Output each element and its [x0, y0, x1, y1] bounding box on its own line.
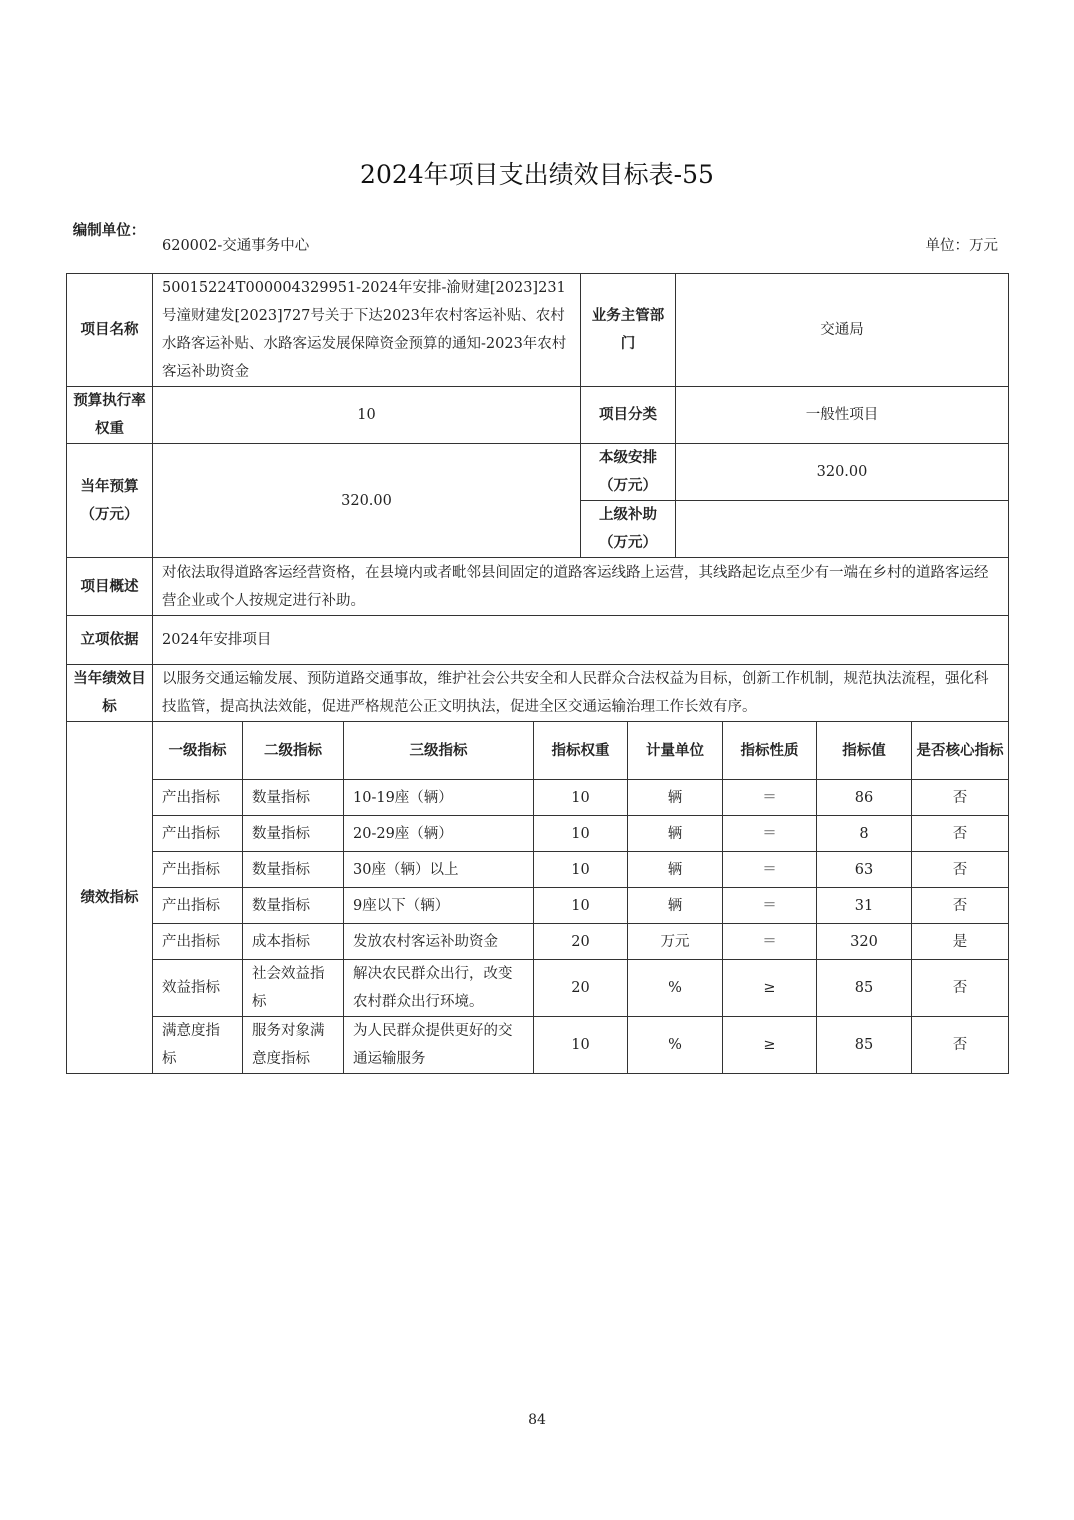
overview-label: 项目概述: [67, 558, 153, 616]
table-cell: 辆: [628, 816, 723, 852]
column-header: 三级指标: [344, 722, 534, 780]
basis-label: 立项依据: [67, 616, 153, 665]
table-cell: 数量指标: [243, 780, 344, 816]
table-cell: 辆: [628, 780, 723, 816]
table-cell: 否: [912, 1017, 1009, 1074]
category-value: 一般性项目: [676, 387, 1009, 444]
table-cell: 63: [817, 852, 912, 888]
column-header: 是否核心指标: [912, 722, 1009, 780]
table-cell: 产出指标: [153, 852, 243, 888]
table-cell: ≥: [723, 960, 817, 1017]
table-cell: 辆: [628, 852, 723, 888]
indicators-table: [66, 721, 1009, 1074]
table-cell: 解决农民群众出行，改变农村群众出行环境。: [344, 960, 534, 1017]
table-cell: 满意度指标: [153, 1017, 243, 1074]
table-cell: 10: [534, 888, 628, 924]
table-cell: 否: [912, 780, 1009, 816]
local-value: 320.00: [676, 444, 1009, 501]
table-cell: ≥: [723, 1017, 817, 1074]
table-cell: 辆: [628, 888, 723, 924]
indicators-section-label: 绩效指标: [67, 722, 153, 1074]
table-cell: 产出指标: [153, 924, 243, 960]
table-cell: 发放农村客运补助资金: [344, 924, 534, 960]
table-cell: 10: [534, 780, 628, 816]
table-cell: 10-19座（辆）: [344, 780, 534, 816]
table-cell: 否: [912, 960, 1009, 1017]
table-cell: 8: [817, 816, 912, 852]
weight-label: 预算执行率权重: [67, 387, 153, 444]
unit-value: 620002-交通事务中心: [162, 238, 310, 254]
page-title: 2024年项目支出绩效目标表-55: [360, 160, 714, 189]
upper-label: 上级补助（万元）: [581, 501, 676, 558]
project-name-label: 项目名称: [67, 274, 153, 387]
table-cell: 数量指标: [243, 888, 344, 924]
table-cell: ＝: [723, 780, 817, 816]
project-info-table: [66, 273, 1009, 722]
table-cell: 产出指标: [153, 780, 243, 816]
table-cell: 10: [534, 816, 628, 852]
weight-value: 10: [153, 387, 581, 444]
table-cell: 数量指标: [243, 816, 344, 852]
table-cell: ＝: [723, 924, 817, 960]
table-row: [67, 852, 1009, 888]
table-cell: 85: [817, 960, 912, 1017]
dept-value: 交通局: [676, 274, 1009, 387]
currency-unit: 单位：万元: [925, 238, 998, 254]
goal-label: 当年绩效目标: [67, 665, 153, 722]
budget-value: 320.00: [153, 444, 581, 558]
unit-label: 编制单位：: [72, 223, 146, 239]
table-cell: 86: [817, 780, 912, 816]
table-cell: 85: [817, 1017, 912, 1074]
dept-label: 业务主管部门: [581, 274, 676, 387]
goal-value: 以服务交通运输发展、预防道路交通事故，维护社会公共安全和人民群众合法权益为目标，创新工作机制，规范执法流程，强化科技监管，提高执法效能，促进严格规范公正文明执法，促进全区交通运输治理工作长效有序。: [153, 665, 1009, 722]
table-cell: 否: [912, 852, 1009, 888]
local-label: 本级安排（万元）: [581, 444, 676, 501]
table-cell: 30座（辆）以上: [344, 852, 534, 888]
upper-value: [676, 501, 1009, 558]
table-row: [67, 924, 1009, 960]
table-cell: %: [628, 1017, 723, 1074]
table-cell: 是: [912, 924, 1009, 960]
table-cell: 320: [817, 924, 912, 960]
table-cell: 成本指标: [243, 924, 344, 960]
table-row: [67, 1017, 1009, 1074]
table-cell: 31: [817, 888, 912, 924]
column-header: 指标权重: [534, 722, 628, 780]
column-header: 一级指标: [153, 722, 243, 780]
table-cell: 产出指标: [153, 888, 243, 924]
table-cell: ＝: [723, 852, 817, 888]
table-cell: ＝: [723, 816, 817, 852]
table-cell: 产出指标: [153, 816, 243, 852]
table-cell: 10: [534, 852, 628, 888]
table-row: [67, 960, 1009, 1017]
table-cell: 否: [912, 816, 1009, 852]
table-cell: 效益指标: [153, 960, 243, 1017]
table-cell: ＝: [723, 888, 817, 924]
column-header: 计量单位: [628, 722, 723, 780]
table-cell: 9座以下（辆）: [344, 888, 534, 924]
column-header: 指标值: [817, 722, 912, 780]
table-row: [67, 780, 1009, 816]
page-number: 84: [528, 1412, 546, 1428]
table-cell: 否: [912, 888, 1009, 924]
table-cell: 万元: [628, 924, 723, 960]
table-cell: 20: [534, 924, 628, 960]
basis-value: 2024年安排项目: [153, 616, 1009, 665]
table-row: [67, 888, 1009, 924]
table-cell: 20: [534, 960, 628, 1017]
column-header: 指标性质: [723, 722, 817, 780]
table-cell: 服务对象满意度指标: [243, 1017, 344, 1074]
column-header: 二级指标: [243, 722, 344, 780]
table-cell: 数量指标: [243, 852, 344, 888]
table-cell: 为人民群众提供更好的交通运输服务: [344, 1017, 534, 1074]
budget-label: 当年预算（万元）: [67, 444, 153, 558]
overview-value: 对依法取得道路客运经营资格，在县境内或者毗邻县间固定的道路客运线路上运营，其线路起讫点至少有一端在乡村的道路客运经营企业或个人按规定进行补助。: [153, 558, 1009, 616]
category-label: 项目分类: [581, 387, 676, 444]
table-cell: 20-29座（辆）: [344, 816, 534, 852]
table-cell: 社会效益指标: [243, 960, 344, 1017]
table-cell: 10: [534, 1017, 628, 1074]
table-row: [67, 816, 1009, 852]
project-name-value: 50015224T000004329951-2024年安排-渝财建[2023]231号潼财建发[2023]727号关于下达2023年农村客运补贴、农村水路客运补贴、水路客运发展保障资金预算的通知-2023年农村客运补助资金: [153, 274, 581, 387]
table-cell: %: [628, 960, 723, 1017]
